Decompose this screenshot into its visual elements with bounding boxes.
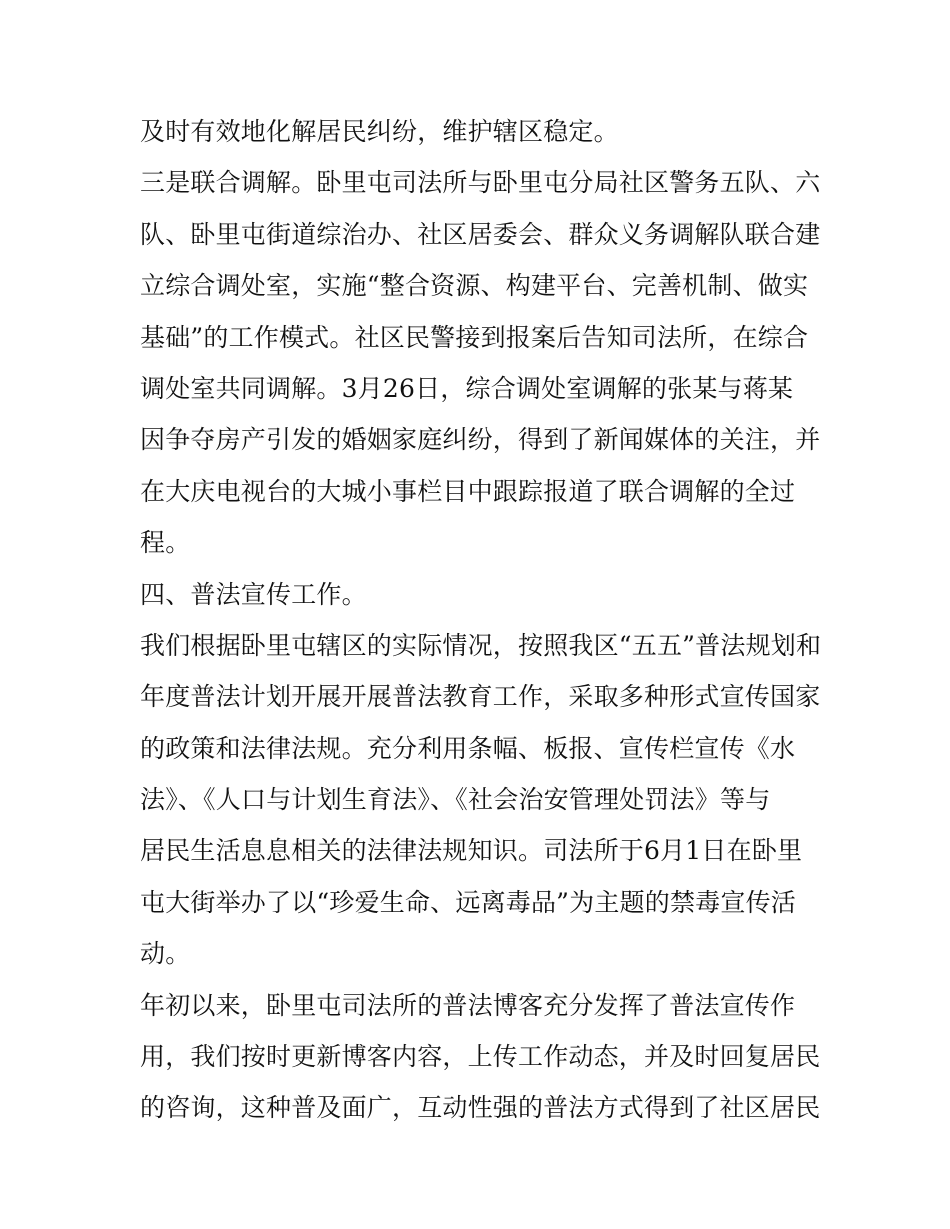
text-line: 在大庆电视台的大城小事栏目中跟踪报道了联合调解的全过	[140, 476, 796, 506]
text-line: 的政策和法律法规。充分利用条幅、板报、宣传栏宣传《水	[140, 733, 796, 763]
text-line: 基础”的工作模式。社区民警接到报案后告知司法所，在综合	[140, 322, 809, 352]
text-line: 年初以来，卧里屯司法所的普法博客充分发挥了普法宣传作	[140, 990, 796, 1020]
document-body	[140, 106, 820, 1134]
text-line: 队、卧里屯街道综治办、社区居委会、群众义务调解队联合建	[140, 219, 821, 249]
text-line: 屯大街举办了以“珍爱生命、远离毒品”为主题的禁毒宣传活	[140, 887, 796, 917]
text-line: 用，我们按时更新博客内容，上传工作动态，并及时回复居民	[140, 1042, 821, 1072]
text-line: 及时有效地化解居民纠纷，维护辖区稳定。	[140, 117, 619, 146]
text-line: 的咨询，这种普及面广，互动性强的普法方式得到了社区居民	[140, 1093, 821, 1123]
text-line: 居民生活息息相关的法律法规知识。司法所于6月1日在卧里	[140, 836, 803, 866]
text-line: 三是联合调解。卧里屯司法所与卧里屯分局社区警务五队、六	[140, 168, 821, 198]
text-line: 立综合调处室，实施“整合资源、构建平台、完善机制、做实	[140, 271, 809, 301]
text-line: 法》、《人口与计划生育法》、《社会治安管理处罚法》等与	[140, 785, 771, 815]
text-line: 我们根据卧里屯辖区的实际情况，按照我区“五五”普法规划和	[140, 630, 822, 660]
text-line: 调处室共同调解。3月26日，综合调处室调解的张某与蒋某	[140, 373, 794, 403]
text-line: 动。	[140, 939, 191, 969]
text-line: 年度普法计划开展开展普法教育工作，采取多种形式宣传国家	[140, 682, 821, 712]
text-line: 因争夺房产引发的婚姻家庭纠纷，得到了新闻媒体的关注，并	[140, 425, 821, 455]
section-heading: 四、普法宣传工作。	[140, 579, 367, 609]
text-line: 程。	[140, 528, 191, 558]
